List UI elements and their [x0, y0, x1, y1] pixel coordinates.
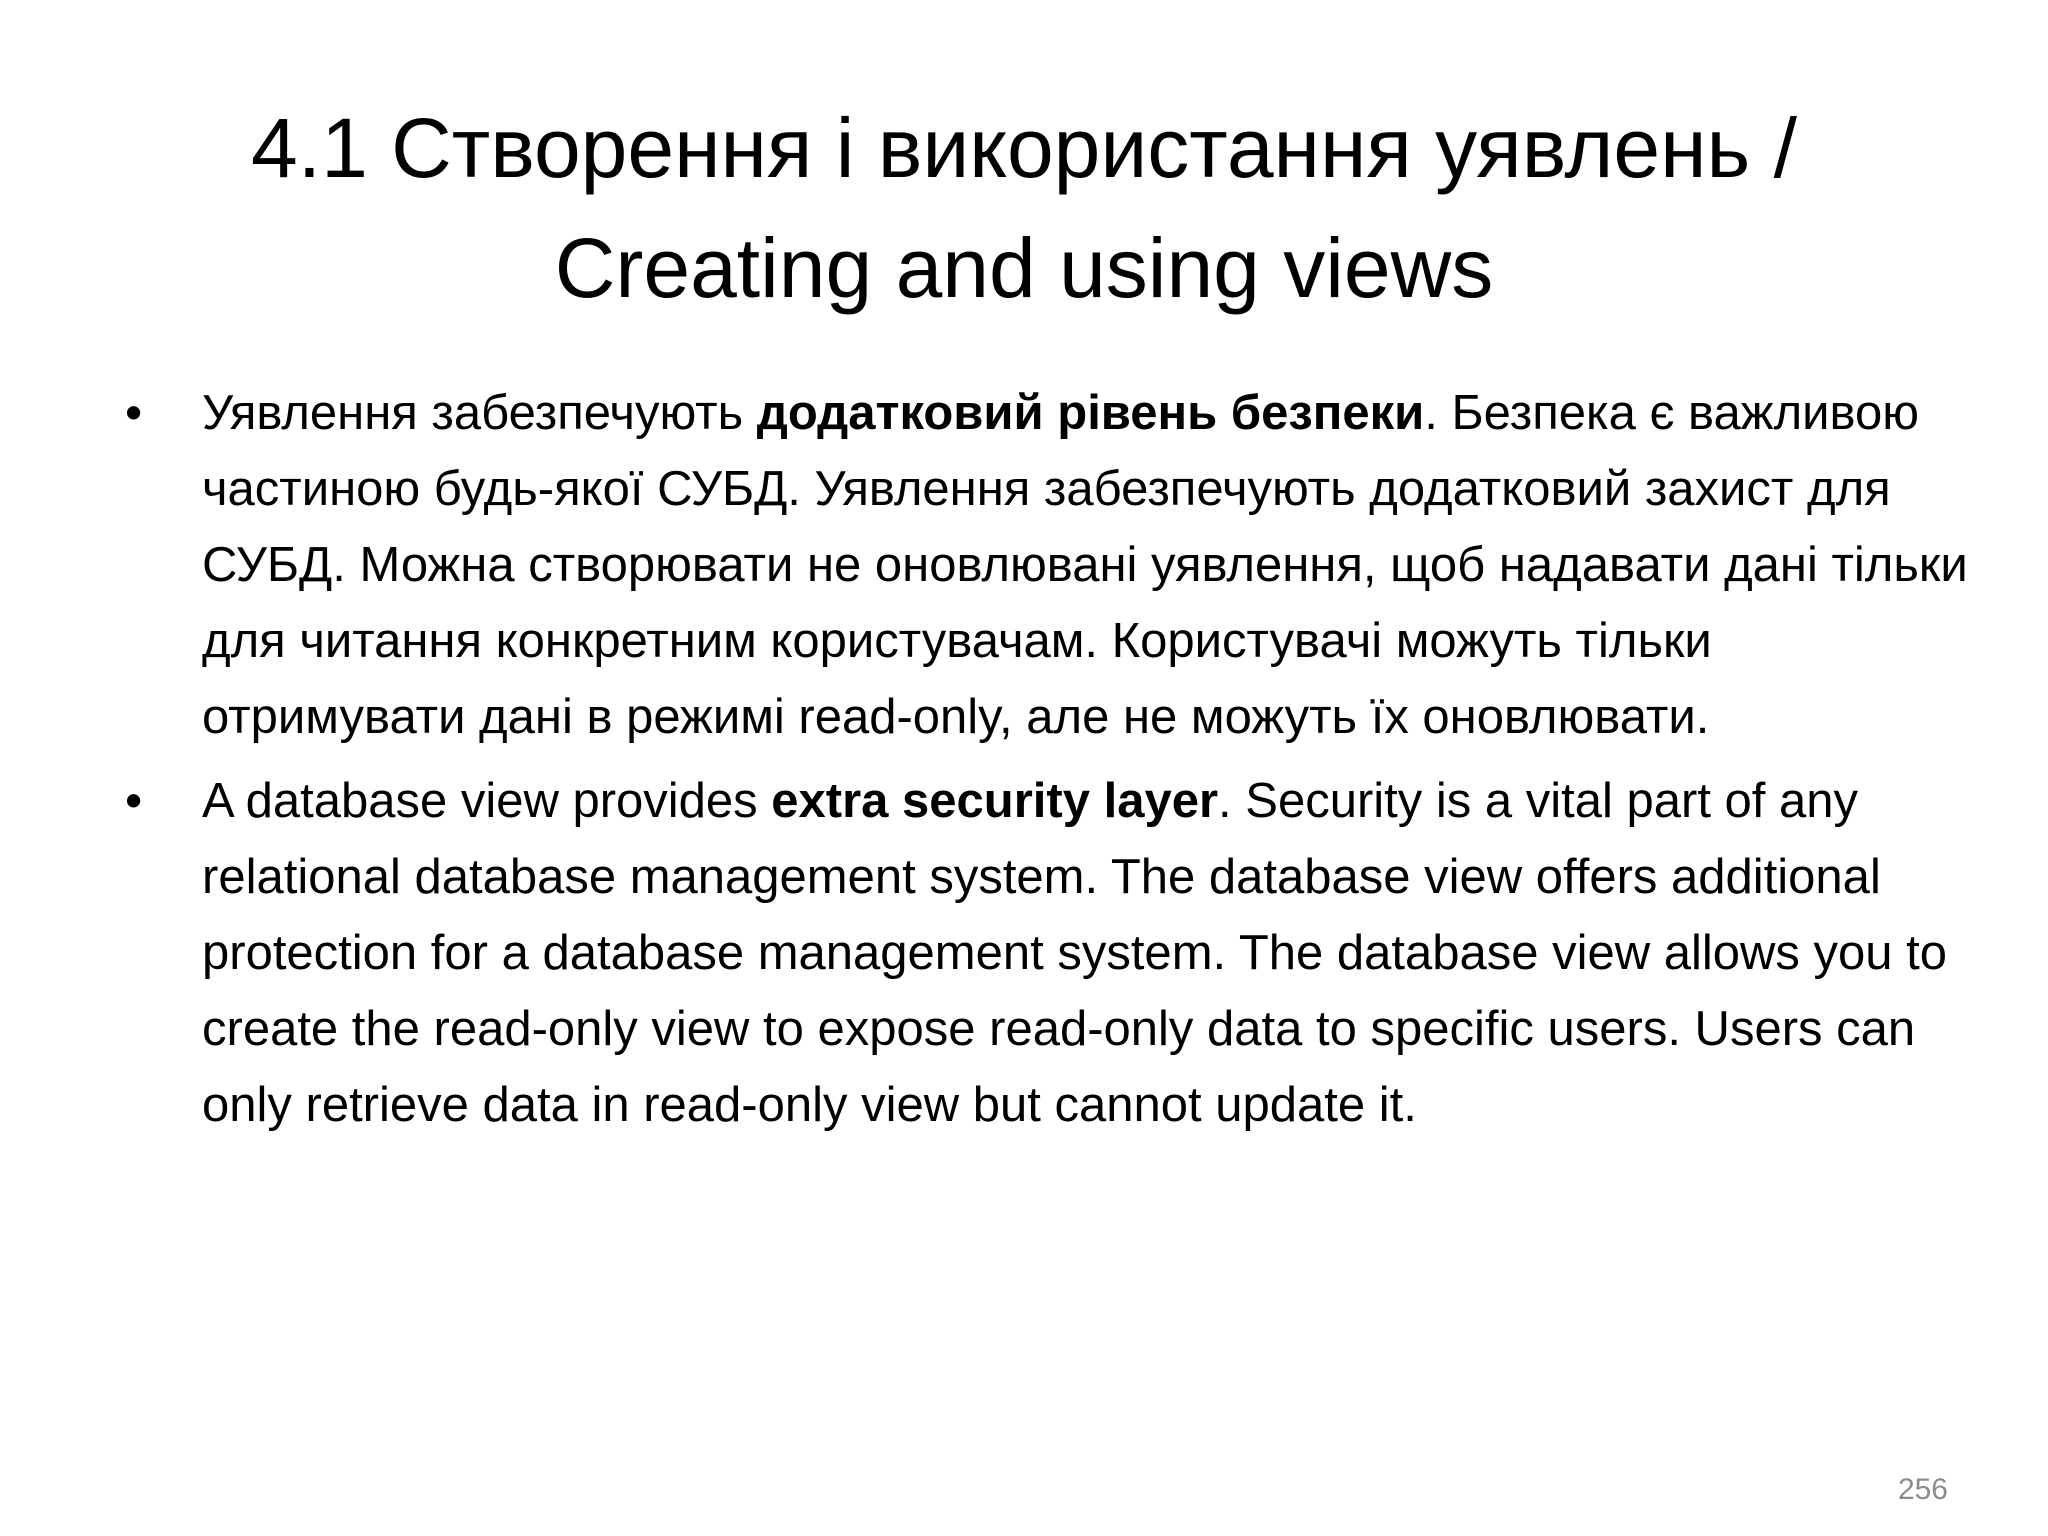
bullet-item-ukrainian: [120, 375, 1970, 755]
bullet-text-start: A database view provides: [202, 774, 772, 828]
slide-title-line-1: 4.1 Створення і використання уявлень /: [251, 101, 1797, 195]
bullet-text-rest: . Security is a vital part of any relational database management system. The database view offers additional protection for a database management system. The database view allows you to create the read-only view to expose read-only data to specific users. Users can only retrieve data in read-only view but cannot update it.: [202, 774, 1948, 1132]
bullet-marker: •: [125, 774, 143, 828]
bullet-list: [120, 375, 1970, 1151]
bullet-item-english: [120, 763, 1970, 1143]
bullet-text-emphasis: extra security layer: [771, 774, 1219, 828]
bullet-text-start: Уявлення забезпечують: [202, 386, 757, 440]
bullet-marker: •: [125, 386, 143, 440]
slide-title: [120, 88, 1928, 328]
page-number: 256: [1897, 1473, 1948, 1506]
slide-title-line-2: Creating and using views: [554, 221, 1494, 315]
bullet-text-rest: . Безпека є важливою частиною будь-якої СУБД. Уявлення забезпечують додатковий захист для СУБД. Можна створювати не оновлювані уявлення, щоб надавати дані тільки для читання конкретним користувачам. Користувачі можуть тільки отримувати дані в режимі read-only, але не можуть їх оновлювати.: [202, 386, 1968, 744]
bullet-text-emphasis: додатковий рівень безпеки: [756, 386, 1425, 440]
